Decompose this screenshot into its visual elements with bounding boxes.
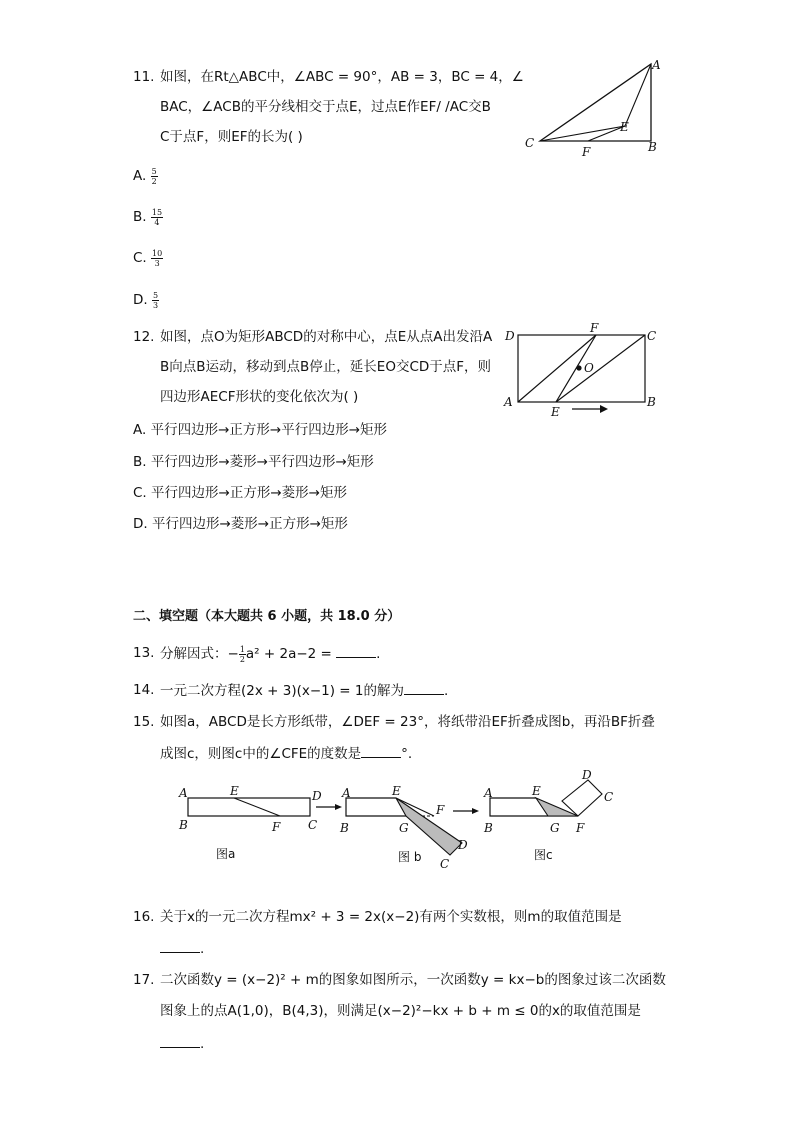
q11-text-line1: 如图，在Rt△ABC中，∠ABC = 90°，AB = 3，BC = 4，∠ [160,69,524,85]
label-a: A [484,786,493,800]
q12-option-d[interactable]: D. 平行四边形→菱形→正方形→矩形 [133,516,348,532]
caption-c: 图c [534,848,553,862]
option-label: C. [133,250,147,266]
option-label: D. [133,292,148,308]
q11-option-c[interactable] [133,248,163,268]
section-heading: 二、填空题（本大题共 6 小题，共 18.0 分） [133,609,401,624]
label-d: D [582,768,592,782]
label-f: F [582,145,591,159]
q11-text-line3: C于点F，则EF的长为( ) [160,129,303,145]
label-c: C [525,136,535,150]
q15-answer-blank[interactable] [361,743,401,758]
q12-text-line2: B向点B运动，移动到点B停止，延长EO交CD于点F，则 [160,359,492,375]
q13-suffix: a² + 2a−2 = [245,646,332,662]
q12-text-line3: 四边形AECF形状的变化依次为( ) [160,389,359,405]
q11-text-line2: BAC，∠ACB的平分线相交于点E，过点E作EF/ /AC交B [160,99,491,115]
label-e: E [230,784,239,798]
q14-number: 14. [133,682,155,698]
label-f: F [272,820,281,834]
q15-text-line2 [160,743,412,764]
center-point-o [576,365,581,370]
q17-end: . [200,1036,205,1052]
q11-option-d[interactable] [133,290,159,310]
q12-rectangle-figure [500,320,665,420]
caption-a: 图a [216,847,236,861]
q14-answer-blank[interactable] [404,680,444,695]
q12-option-a[interactable]: A. 平行四边形→正方形→平行四边形→矩形 [133,422,388,438]
q15-folding-figures [170,765,630,873]
q13-prefix: 分解因式：− [160,646,239,662]
label-c: C [604,790,614,804]
q15-number: 15. [133,714,155,730]
q12-option-b[interactable]: B. 平行四边形→菱形→平行四边形→矩形 [133,454,374,470]
label-c: C [440,857,450,871]
option-fraction: $\frac{10}{3}$ [152,248,163,268]
q15-text: 成图c，则图c中的∠CFE的度数是 [160,746,362,762]
label-e: E [620,120,629,134]
figure-c [483,768,613,862]
q13-answer-blank[interactable] [336,643,376,658]
label-a: A [342,786,351,800]
label-d: D [312,789,322,803]
q13-number: 13. [133,645,155,661]
label-f: F [590,321,599,335]
option-label: B. [133,209,147,225]
option-fraction: $\frac{5}{3}$ [152,290,159,310]
label-b: B [340,821,349,835]
q16-end: . [200,941,205,957]
label-b: B [179,818,188,832]
arrow-head-icon [600,405,608,413]
label-d: D [458,838,468,852]
label-g: G [399,821,409,835]
arrow-right-icon [472,808,479,814]
q13-text [160,643,380,664]
q16-answer-line [160,938,204,959]
q17-answer-line [160,1033,204,1054]
q11-number: 11. [133,69,155,85]
q11-triangle-figure [520,56,665,160]
q16-number: 16. [133,909,155,925]
label-c: C [647,329,657,343]
q12-option-c[interactable]: C. 平行四边形→正方形→菱形→矩形 [133,485,347,501]
q17-text-line1: 二次函数y = (x−2)² + m的图象如图所示，一次函数y = kx−b的图象过该二次函数 [160,972,666,988]
option-fraction: $\frac{15}{4}$ [151,207,163,227]
q15-end: °. [401,746,413,762]
label-c: C [308,818,318,832]
label-e: E [392,784,401,798]
q12-number: 12. [133,329,155,345]
label-f: F [576,821,585,835]
label-a: A [504,395,513,409]
label-a: A [652,58,661,72]
option-fraction: $\frac{5}{2}$ [151,166,157,186]
label-a: A [179,786,188,800]
q17-answer-blank[interactable] [160,1033,200,1048]
label-b: B [484,821,493,835]
q17-text-line2: 图象上的点A(1,0)，B(4,3)，则满足(x−2)²−kx + b + m ≤ 0的x的取值范围是 [160,1003,641,1019]
q11-option-a[interactable] [133,166,158,186]
q13-end: . [376,646,381,662]
figure-b [339,784,468,871]
figure-a [178,784,322,861]
q14-end: . [444,683,449,699]
q16-text-line1: 关于x的一元二次方程mx² + 3 = 2x(x−2)有两个实数根，则m的取值范围是 [160,909,622,925]
label-e: E [551,405,560,419]
q17-number: 17. [133,972,155,988]
label-g: G [550,821,560,835]
label-o: O [584,361,594,375]
segment-ec [556,335,645,402]
q11-option-b[interactable] [133,207,163,227]
label-b: B [648,140,657,154]
caption-b: 图 b [398,850,422,864]
q16-answer-blank[interactable] [160,938,200,953]
label-d: D [505,329,515,343]
q15-text-line1: 如图a，ABCD是长方形纸带，∠DEF = 23°，将纸带沿EF折叠成图b，再沿BF折叠 [160,714,655,730]
option-label: A. [133,168,147,184]
q14-text: 一元二次方程(2x + 3)(x−1) = 1的解为 [160,683,405,699]
label-e: E [532,784,541,798]
label-f: F [436,803,445,817]
arrow-right-icon [335,804,342,810]
label-b: B [647,395,656,409]
q12-text-line1: 如图，点O为矩形ABCD的对称中心，点E从点A出发沿A [160,329,493,345]
q14-text-line [160,680,448,701]
q13-fraction: $\frac{1}{2}$ [239,644,245,664]
